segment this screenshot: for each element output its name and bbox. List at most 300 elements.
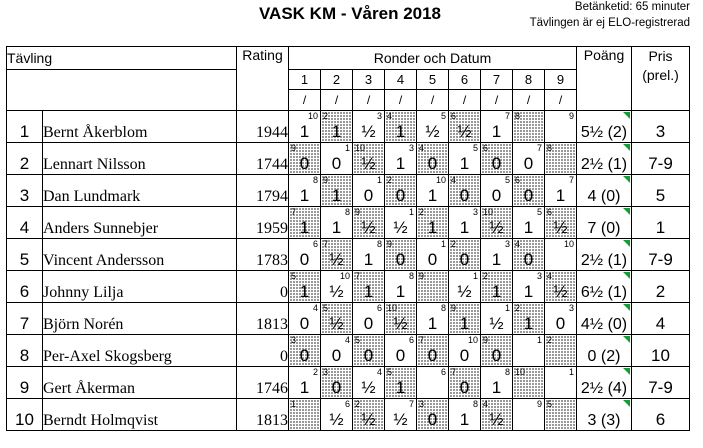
game-score: 0 bbox=[491, 346, 502, 365]
game-score: 0 bbox=[427, 346, 438, 365]
game-result-cell bbox=[513, 111, 545, 143]
game-result-cell bbox=[289, 335, 321, 367]
player-points bbox=[577, 239, 632, 271]
opponent-number: 10 bbox=[355, 143, 366, 153]
opponent-number: 8 bbox=[344, 207, 350, 217]
game-result-cell bbox=[289, 111, 321, 143]
player-points-value: 3 (3) bbox=[587, 412, 621, 429]
game-result-cell bbox=[289, 207, 321, 239]
game-score: 1 bbox=[459, 154, 470, 173]
game-result-cell bbox=[321, 303, 353, 335]
opponent-number: 1 bbox=[472, 271, 478, 281]
game-result-cell bbox=[513, 175, 545, 207]
game-result-cell bbox=[513, 303, 545, 335]
game-score: ½ bbox=[361, 154, 376, 173]
game-score: 0 bbox=[395, 186, 406, 205]
game-score: 0 bbox=[491, 154, 502, 173]
player-prize: 7-9 bbox=[632, 143, 690, 175]
game-score: 1 bbox=[459, 218, 470, 237]
opponent-number: 1 bbox=[504, 303, 510, 313]
game-score: ½ bbox=[361, 378, 376, 397]
player-name: Vincent Andersson bbox=[43, 239, 237, 271]
round-5-header: 5 bbox=[417, 70, 449, 90]
header-pris bbox=[632, 47, 690, 111]
opponent-number: 7 bbox=[291, 207, 297, 217]
comment-flag-icon bbox=[623, 272, 630, 279]
opponent-number: 6 bbox=[451, 111, 457, 121]
game-score: 1 bbox=[491, 378, 502, 397]
game-result-cell bbox=[545, 367, 577, 399]
player-points-value: 2½ (4) bbox=[580, 380, 628, 397]
game-score: 1 bbox=[523, 282, 534, 301]
round-5-date: / bbox=[417, 90, 449, 111]
opponent-number: 8 bbox=[440, 303, 446, 313]
player-row bbox=[7, 143, 690, 175]
opponent-number: 8 bbox=[312, 175, 318, 185]
game-result-cell bbox=[481, 399, 513, 431]
player-rating: 1746 bbox=[237, 367, 289, 399]
game-score: 0 bbox=[459, 250, 470, 269]
game-score: 0 bbox=[363, 186, 374, 205]
player-prize: 6 bbox=[632, 399, 690, 431]
game-result-cell bbox=[321, 367, 353, 399]
round-9-header: 9 bbox=[545, 70, 577, 90]
opponent-number: 9 bbox=[323, 175, 329, 185]
game-result-cell bbox=[417, 175, 449, 207]
opponent-number: 8 bbox=[547, 143, 553, 153]
game-score: 1 bbox=[491, 122, 502, 141]
game-score: 0 bbox=[427, 154, 438, 173]
game-result-cell bbox=[513, 335, 545, 367]
game-result-cell bbox=[321, 111, 353, 143]
time-control-note: Betänketid: 65 minuter bbox=[574, 1, 690, 13]
player-points bbox=[577, 271, 632, 303]
game-score: 1 bbox=[395, 154, 406, 173]
game-result-cell bbox=[385, 175, 417, 207]
player-points-value: 6½ (1) bbox=[580, 284, 628, 301]
game-result-cell bbox=[513, 399, 545, 431]
opponent-number: 6 bbox=[440, 367, 446, 377]
opponent-number: 4 bbox=[451, 175, 457, 185]
comment-flag-icon bbox=[623, 336, 630, 343]
player-rating: 1744 bbox=[237, 143, 289, 175]
game-result-cell bbox=[449, 143, 481, 175]
game-result-cell bbox=[449, 271, 481, 303]
player-row bbox=[7, 111, 690, 143]
comment-flag-icon bbox=[623, 112, 630, 119]
player-number: 6 bbox=[7, 271, 43, 303]
game-score: 1 bbox=[299, 186, 310, 205]
game-result-cell bbox=[449, 239, 481, 271]
player-name: Per-Axel Skogsberg bbox=[43, 335, 237, 367]
game-result-cell bbox=[481, 111, 513, 143]
game-result-cell bbox=[545, 271, 577, 303]
round-4-header: 4 bbox=[385, 70, 417, 90]
game-score: 1 bbox=[299, 282, 310, 301]
game-result-cell bbox=[545, 335, 577, 367]
game-result-cell bbox=[289, 399, 321, 431]
opponent-number: 10 bbox=[339, 271, 350, 281]
game-score: ½ bbox=[393, 410, 408, 429]
player-row bbox=[7, 303, 690, 335]
opponent-number: 6 bbox=[312, 239, 318, 249]
opponent-number: 6 bbox=[376, 303, 382, 313]
game-result-cell bbox=[385, 143, 417, 175]
game-result-cell bbox=[449, 175, 481, 207]
opponent-number: 5 bbox=[440, 111, 446, 121]
game-result-cell bbox=[481, 239, 513, 271]
game-result-cell bbox=[513, 271, 545, 303]
game-score: 1 bbox=[331, 122, 342, 141]
player-name: Björn Norén bbox=[43, 303, 237, 335]
opponent-number: 9 bbox=[536, 399, 542, 409]
game-result-cell bbox=[481, 143, 513, 175]
opponent-number: 4 bbox=[483, 399, 489, 409]
game-result-cell bbox=[481, 271, 513, 303]
opponent-number: 9 bbox=[291, 143, 297, 153]
player-row bbox=[7, 335, 690, 367]
game-result-cell bbox=[513, 207, 545, 239]
game-result-cell bbox=[417, 143, 449, 175]
opponent-number: 10 bbox=[387, 303, 398, 313]
game-score: ½ bbox=[457, 282, 472, 301]
game-score: 1 bbox=[427, 314, 438, 333]
game-result-cell bbox=[449, 207, 481, 239]
game-result-cell bbox=[289, 143, 321, 175]
opponent-number: 3 bbox=[323, 367, 329, 377]
player-name: Dan Lundmark bbox=[43, 175, 237, 207]
player-rating: 1959 bbox=[237, 207, 289, 239]
game-result-cell bbox=[353, 399, 385, 431]
round-3-date: / bbox=[353, 90, 385, 111]
game-score: 0 bbox=[331, 378, 342, 397]
game-score: ½ bbox=[361, 218, 376, 237]
round-9-date: / bbox=[545, 90, 577, 111]
game-result-cell bbox=[481, 367, 513, 399]
game-score: 0 bbox=[555, 314, 566, 333]
game-score: 0 bbox=[299, 154, 310, 173]
player-name: Berndt Holmqvist bbox=[43, 399, 237, 431]
game-score: 1 bbox=[299, 218, 310, 237]
player-name: Lennart Nilsson bbox=[43, 143, 237, 175]
opponent-number: 1 bbox=[376, 175, 382, 185]
opponent-number: 7 bbox=[504, 111, 510, 121]
game-result-cell bbox=[321, 335, 353, 367]
comment-flag-icon bbox=[623, 400, 630, 407]
player-number: 5 bbox=[7, 239, 43, 271]
player-points bbox=[577, 399, 632, 431]
game-score: ½ bbox=[329, 410, 344, 429]
opponent-number: 8 bbox=[472, 399, 478, 409]
game-result-cell bbox=[545, 111, 577, 143]
game-result-cell bbox=[449, 303, 481, 335]
player-points-value: 2½ (1) bbox=[580, 252, 628, 269]
game-result-cell bbox=[289, 271, 321, 303]
opponent-number: 5 bbox=[355, 335, 361, 345]
game-score: ½ bbox=[361, 122, 376, 141]
game-score: 0 bbox=[459, 378, 470, 397]
opponent-number: 3 bbox=[408, 143, 414, 153]
round-3-header: 3 bbox=[353, 70, 385, 90]
game-score: 1 bbox=[363, 282, 374, 301]
opponent-number: 7 bbox=[568, 175, 574, 185]
opponent-number: 2 bbox=[323, 111, 329, 121]
player-rating: 1783 bbox=[237, 239, 289, 271]
header-pris-prel: (prel.) bbox=[642, 67, 679, 83]
game-score: 0 bbox=[523, 154, 534, 173]
game-result-cell bbox=[417, 335, 449, 367]
player-row bbox=[7, 239, 690, 271]
opponent-number: 2 bbox=[483, 271, 489, 281]
game-result-cell bbox=[353, 271, 385, 303]
opponent-number: 2 bbox=[355, 399, 361, 409]
game-score: 0 bbox=[427, 250, 438, 269]
round-8-header: 8 bbox=[513, 70, 545, 90]
game-result-cell bbox=[385, 239, 417, 271]
round-4-date: / bbox=[385, 90, 417, 111]
player-prize: 1 bbox=[632, 207, 690, 239]
opponent-number: 8 bbox=[408, 271, 414, 281]
game-score: ½ bbox=[329, 282, 344, 301]
game-score: 1 bbox=[523, 218, 534, 237]
opponent-number: 9 bbox=[451, 303, 457, 313]
game-score: 0 bbox=[363, 346, 374, 365]
opponent-number: 5 bbox=[547, 399, 553, 409]
opponent-number: 9 bbox=[387, 239, 393, 249]
game-result-cell bbox=[417, 111, 449, 143]
game-result-cell bbox=[353, 207, 385, 239]
opponent-number: 1 bbox=[440, 239, 446, 249]
game-result-cell bbox=[545, 239, 577, 271]
game-score: ½ bbox=[329, 250, 344, 269]
header-ronder: Ronder och Datum bbox=[289, 47, 577, 70]
game-result-cell bbox=[353, 111, 385, 143]
player-points bbox=[577, 335, 632, 367]
opponent-number: 5 bbox=[504, 175, 510, 185]
game-score: 1 bbox=[299, 122, 310, 141]
opponent-number: 9 bbox=[568, 111, 574, 121]
opponent-number: 1 bbox=[408, 207, 414, 217]
player-prize: 2 bbox=[632, 271, 690, 303]
opponent-number: 5 bbox=[472, 143, 478, 153]
game-score: 1 bbox=[395, 122, 406, 141]
player-points-value: 7 (0) bbox=[587, 220, 621, 237]
player-points bbox=[577, 367, 632, 399]
player-number: 1 bbox=[7, 111, 43, 143]
opponent-number: 4 bbox=[344, 335, 350, 345]
game-result-cell bbox=[449, 399, 481, 431]
game-result-cell bbox=[513, 239, 545, 271]
game-score: 1 bbox=[555, 186, 566, 205]
game-result-cell bbox=[289, 175, 321, 207]
game-result-cell bbox=[417, 239, 449, 271]
opponent-number: 7 bbox=[355, 271, 361, 281]
game-result-cell bbox=[545, 399, 577, 431]
player-prize: 10 bbox=[632, 335, 690, 367]
opponent-number: 1 bbox=[536, 335, 542, 345]
player-name: Bernt Åkerblom bbox=[43, 111, 237, 143]
game-score: ½ bbox=[553, 218, 568, 237]
opponent-number: 10 bbox=[515, 367, 526, 377]
opponent-number: 4 bbox=[376, 367, 382, 377]
game-result-cell bbox=[545, 303, 577, 335]
player-rating: 1813 bbox=[237, 399, 289, 431]
player-rating: 1813 bbox=[237, 303, 289, 335]
opponent-number: 9 bbox=[483, 335, 489, 345]
elo-note: Tävlingen är ej ELO-registrerad bbox=[529, 17, 690, 29]
opponent-number: 10 bbox=[483, 207, 494, 217]
opponent-number: 5 bbox=[536, 207, 542, 217]
game-result-cell bbox=[513, 367, 545, 399]
header-poang: Poäng bbox=[577, 47, 632, 111]
game-score: 1 bbox=[331, 186, 342, 205]
player-points bbox=[577, 175, 632, 207]
comment-flag-icon bbox=[623, 240, 630, 247]
round-7-header: 7 bbox=[481, 70, 513, 90]
opponent-number: 8 bbox=[376, 239, 382, 249]
opponent-number: 6 bbox=[515, 175, 521, 185]
round-1-date: / bbox=[289, 90, 321, 111]
game-result-cell bbox=[321, 271, 353, 303]
opponent-number: 4 bbox=[312, 303, 318, 313]
comment-flag-icon bbox=[623, 368, 630, 375]
game-result-cell bbox=[513, 143, 545, 175]
round-7-date: / bbox=[481, 90, 513, 111]
game-score: 0 bbox=[299, 314, 310, 333]
game-result-cell bbox=[417, 271, 449, 303]
game-result-cell bbox=[417, 303, 449, 335]
player-number: 2 bbox=[7, 143, 43, 175]
game-score: 1 bbox=[427, 218, 438, 237]
game-score: ½ bbox=[393, 218, 408, 237]
player-points bbox=[577, 143, 632, 175]
game-score: 1 bbox=[331, 218, 342, 237]
game-score: ½ bbox=[489, 314, 504, 333]
game-score: 1 bbox=[427, 186, 438, 205]
opponent-number: 9 bbox=[355, 207, 361, 217]
game-result-cell bbox=[321, 175, 353, 207]
opponent-number: 4 bbox=[547, 271, 553, 281]
game-score: 1 bbox=[523, 314, 534, 333]
game-result-cell bbox=[321, 399, 353, 431]
game-result-cell bbox=[417, 399, 449, 431]
player-row bbox=[7, 271, 690, 303]
game-score: 1 bbox=[491, 282, 502, 301]
player-rating: 1794 bbox=[237, 175, 289, 207]
player-name: Anders Sunnebjer bbox=[43, 207, 237, 239]
opponent-number: 3 bbox=[536, 271, 542, 281]
game-score: 0 bbox=[299, 346, 310, 365]
game-score: ½ bbox=[553, 282, 568, 301]
header-blank bbox=[7, 70, 237, 111]
player-row bbox=[7, 399, 690, 431]
opponent-number: 1 bbox=[291, 399, 297, 409]
opponent-number: 3 bbox=[291, 335, 297, 345]
header-pris-label: Pris bbox=[648, 48, 673, 64]
game-result-cell bbox=[289, 367, 321, 399]
game-score: 0 bbox=[395, 250, 406, 269]
opponent-number: 6 bbox=[344, 399, 350, 409]
opponent-number: 4 bbox=[419, 143, 425, 153]
game-score: 0 bbox=[523, 250, 534, 269]
player-points bbox=[577, 207, 632, 239]
game-score: ½ bbox=[361, 410, 376, 429]
game-result-cell bbox=[353, 335, 385, 367]
opponent-number: 6 bbox=[547, 207, 553, 217]
opponent-number: 3 bbox=[504, 239, 510, 249]
round-2-header: 2 bbox=[321, 70, 353, 90]
game-result-cell bbox=[481, 175, 513, 207]
game-result-cell bbox=[481, 207, 513, 239]
game-score: ½ bbox=[329, 314, 344, 333]
header-rating: Rating bbox=[237, 47, 289, 111]
game-result-cell bbox=[481, 335, 513, 367]
game-result-cell bbox=[449, 335, 481, 367]
opponent-number: 7 bbox=[323, 239, 329, 249]
game-result-cell bbox=[417, 367, 449, 399]
player-number: 4 bbox=[7, 207, 43, 239]
opponent-number: 7 bbox=[408, 399, 414, 409]
game-score: 1 bbox=[363, 250, 374, 269]
game-score: 0 bbox=[459, 346, 470, 365]
game-score: ½ bbox=[393, 314, 408, 333]
comment-flag-icon bbox=[623, 144, 630, 151]
round-1-header: 1 bbox=[289, 70, 321, 90]
opponent-number: 5 bbox=[291, 271, 297, 281]
game-result-cell bbox=[289, 303, 321, 335]
player-row bbox=[7, 175, 690, 207]
player-prize: 7-9 bbox=[632, 239, 690, 271]
opponent-number: 10 bbox=[467, 335, 478, 345]
player-row bbox=[7, 207, 690, 239]
game-result-cell bbox=[321, 143, 353, 175]
game-score: 1 bbox=[491, 250, 502, 269]
opponent-number: 2 bbox=[547, 335, 553, 345]
player-rating: 0 bbox=[237, 271, 289, 303]
opponent-number: 3 bbox=[472, 207, 478, 217]
player-name: Gert Åkerman bbox=[43, 367, 237, 399]
game-score: 0 bbox=[427, 410, 438, 429]
page-title: VASK KM - Våren 2018 bbox=[258, 4, 442, 23]
opponent-number: 6 bbox=[483, 143, 489, 153]
round-6-header: 6 bbox=[449, 70, 481, 90]
opponent-number: 4 bbox=[515, 239, 521, 249]
game-result-cell bbox=[353, 239, 385, 271]
game-score: ½ bbox=[489, 218, 504, 237]
opponent-number: 10 bbox=[307, 111, 318, 121]
game-score: 1 bbox=[395, 378, 406, 397]
game-score: 0 bbox=[459, 186, 470, 205]
player-number: 3 bbox=[7, 175, 43, 207]
game-score: ½ bbox=[425, 122, 440, 141]
game-result-cell bbox=[353, 143, 385, 175]
player-number: 10 bbox=[7, 399, 43, 431]
game-result-cell bbox=[353, 367, 385, 399]
game-score: 0 bbox=[331, 346, 342, 365]
game-result-cell bbox=[385, 303, 417, 335]
player-points-value: 4½ (0) bbox=[580, 316, 628, 333]
opponent-number: 2 bbox=[451, 239, 457, 249]
game-result-cell bbox=[385, 367, 417, 399]
opponent-number: 2 bbox=[419, 207, 425, 217]
comment-flag-icon bbox=[623, 304, 630, 311]
game-score: 1 bbox=[459, 410, 470, 429]
player-points bbox=[577, 111, 632, 143]
player-points-value: 5½ (2) bbox=[580, 124, 628, 141]
opponent-number: 1 bbox=[344, 143, 350, 153]
player-name: Johnny Lilja bbox=[43, 271, 237, 303]
game-score: 0 bbox=[395, 346, 406, 365]
